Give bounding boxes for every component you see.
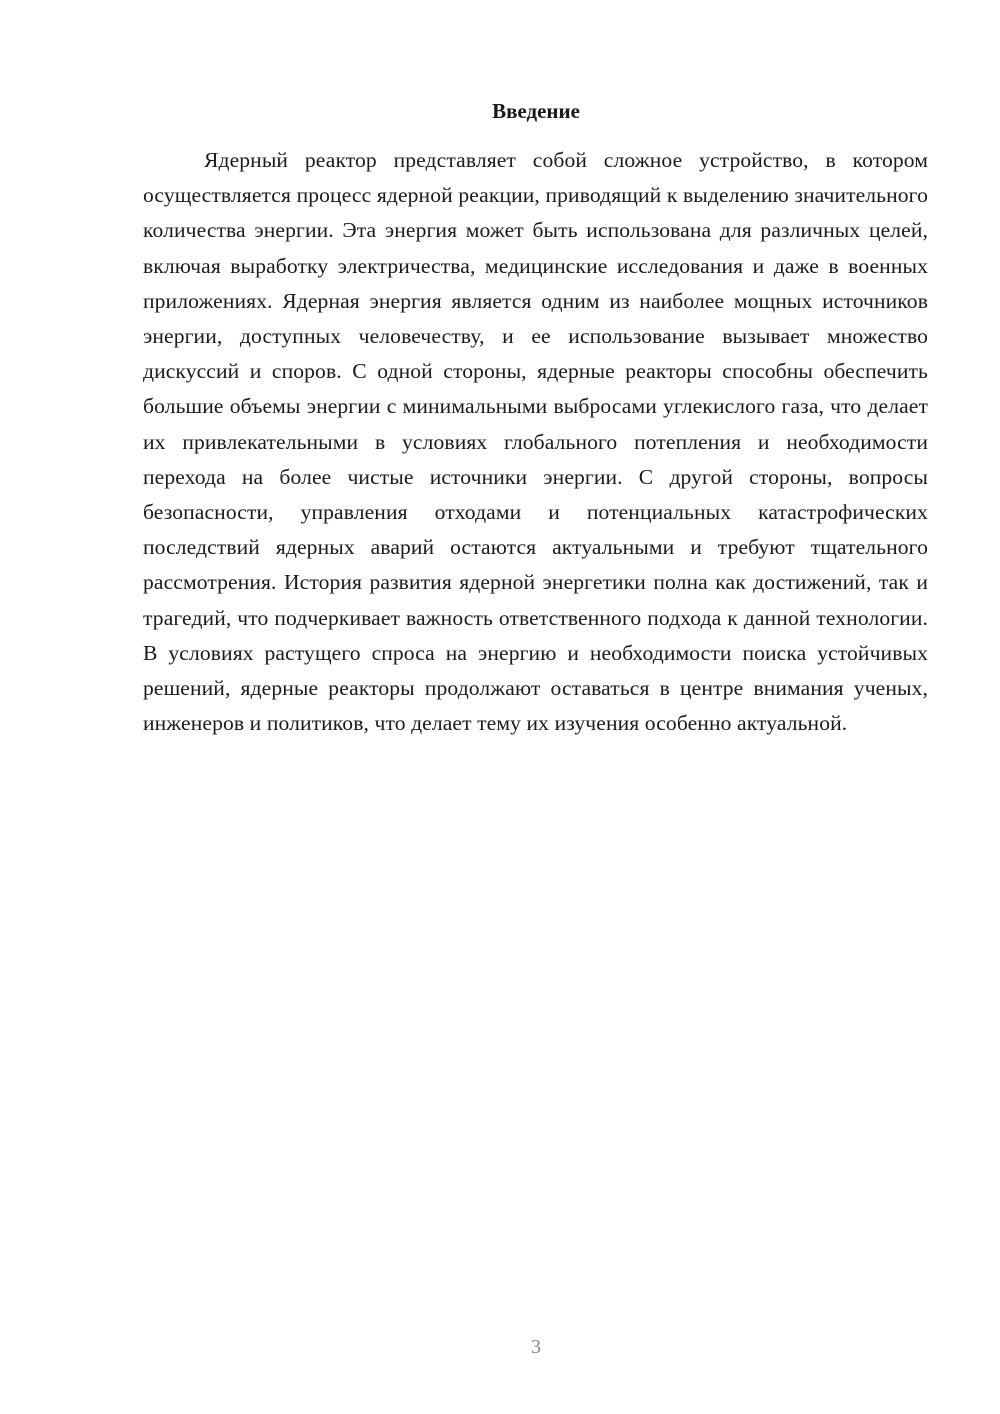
page-number: 3 <box>531 1336 541 1358</box>
section-heading: Введение <box>492 99 580 123</box>
introduction-paragraph: Ядерный реактор представляет собой сложное устройство, в котором осуществляется процесс ядерной реакции, приводящий к выделению значительного количества энергии. Эта энергия может быть использована для различных целей, включая выработку электричества, медицинские исследования и даже в военных приложениях. Ядерная энергия является одним из наиболее мощных источников энергии, доступных человечеству, и ее использование вызывает множество дискуссий и споров. С одной стороны, ядерные реакторы способны обеспечить большие объемы энергии с минимальными выбросами углекислого газа, что делает их привлекательными в условиях глобального потепления и необходимости перехода на более чистые источники энергии. С другой стороны, вопросы безопасности, управления отходами и потенциальных катастрофических последствий ядерных аварий остаются актуальными и требуют тщательного рассмотрения. История развития ядерной энергетики полна как достижений, так и трагедий, что подчеркивает важность ответственного подхода к данной технологии. В условиях растущего спроса на энергию и необходимости поиска устойчивых решений, ядерные реакторы продолжают оставаться в центре внимания ученых, инженеров и политиков, что делает тему их изучения особенно актуальной. <box>143 148 928 736</box>
